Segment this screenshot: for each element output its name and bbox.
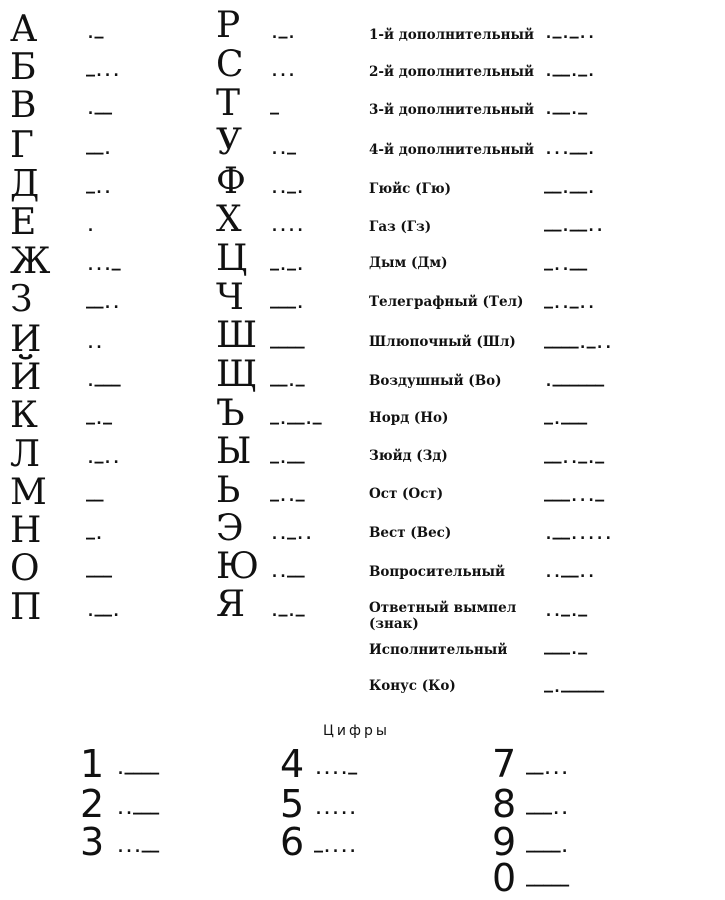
letter-sha: Ш (216, 315, 258, 356)
code-ya: ·—·— (270, 606, 305, 624)
code-pe: ·——· (86, 606, 121, 624)
letter-ge: Г (10, 125, 34, 166)
flag-label-3: 3-й дополнительный (369, 102, 535, 118)
letter-pe: П (10, 587, 42, 628)
flag-label-18: Конус (Ко) (369, 678, 456, 694)
code-hard-sign: —·——·— (270, 414, 322, 432)
flag-label-2: 2-й дополнительный (369, 64, 535, 80)
code-ge: ——· (86, 144, 112, 162)
flag-code-13: ———···— (544, 491, 604, 509)
flag-label-10: Воздушный (Во) (369, 373, 502, 389)
letter-ha: Х (216, 199, 242, 240)
letter-be: Б (10, 47, 37, 88)
code-soft-sign: —··— (270, 491, 305, 509)
flag-code-3: ·——·— (544, 104, 587, 122)
code-i-kratkoe: ·——— (86, 376, 121, 394)
flag-label-7: Дым (Дм) (369, 255, 448, 271)
code-el: ·—·· (86, 453, 121, 471)
digit-code-7: ——··· (526, 764, 569, 782)
letter-e-oborotnoe: Э (216, 508, 244, 549)
flag-code-4: ···——· (544, 144, 596, 162)
digit-1: 1 (80, 742, 105, 786)
code-che: ———· (270, 298, 305, 316)
code-yu: ··—— (270, 567, 305, 585)
digit-code-6: —···· (314, 842, 357, 860)
letter-ka: К (10, 395, 38, 436)
letter-es: С (216, 44, 244, 85)
letter-en: Н (10, 510, 42, 551)
digit-code-3: ···—— (116, 842, 159, 860)
flag-label-13: Ост (Ост) (369, 486, 444, 502)
code-en: —· (86, 529, 104, 547)
digit-2: 2 (80, 782, 105, 826)
digit-code-4: ····— (314, 764, 357, 782)
code-shcha: ——·— (270, 376, 305, 394)
letter-em: М (10, 472, 47, 513)
letter-hard-sign: Ъ (216, 393, 245, 434)
code-yery: —·—— (270, 453, 305, 471)
letter-ve: В (10, 85, 37, 126)
digit-code-0: ————— (526, 876, 569, 894)
code-ze: ——·· (86, 298, 121, 316)
digit-5: 5 (280, 782, 305, 826)
flag-label-6: Газ (Гз) (369, 219, 432, 235)
digit-code-8: ———·· (526, 804, 569, 822)
digit-0: 0 (492, 856, 517, 900)
flag-code-6: ——·——·· (544, 221, 604, 239)
flag-code-10: ·—————— (544, 376, 604, 394)
code-ef: ··—· (270, 183, 305, 201)
code-ha: ···· (270, 221, 305, 239)
flag-code-8: —··—·· (544, 298, 596, 316)
digit-4: 4 (280, 742, 305, 786)
letter-de: Д (10, 164, 40, 205)
code-er: ·—· (270, 28, 296, 46)
letter-i-kratkoe: Й (10, 357, 42, 398)
flag-code-12: ——··—·— (544, 453, 604, 471)
code-e-oborotnoe: ··—·· (270, 529, 313, 547)
letter-soft-sign: Ь (216, 470, 241, 511)
flag-label-8: Телеграфный (Тел) (369, 294, 524, 310)
digit-9: 9 (492, 820, 517, 864)
digit-code-9: ————· (526, 842, 569, 860)
flag-code-5: ——·——· (544, 183, 596, 201)
letter-te: Т (216, 83, 241, 124)
code-i: ·· (86, 338, 104, 356)
flag-label-1: 1-й дополнительный (369, 27, 535, 43)
flag-code-17: ———·— (544, 644, 587, 662)
digit-code-2: ··——— (116, 804, 159, 822)
flag-label-14: Вест (Вес) (369, 525, 452, 541)
flag-label-15: Вопросительный (369, 564, 506, 580)
flag-label-16: Ответный вымпел (знак) (369, 600, 517, 632)
flag-label-11: Норд (Но) (369, 410, 449, 426)
letter-o: О (10, 548, 40, 589)
code-zhe: ···— (86, 260, 121, 278)
letter-tse: Ц (216, 238, 248, 279)
letter-zhe: Ж (10, 241, 51, 282)
letter-ya: Я (216, 584, 246, 625)
letter-ef: Ф (216, 161, 246, 202)
letter-i: И (10, 319, 42, 360)
code-o: ——— (86, 567, 112, 585)
flag-code-11: —·——— (544, 414, 587, 432)
flag-label-9: Шлюпочный (Шл) (369, 334, 516, 350)
flag-code-1: ·—·—·· (544, 28, 596, 46)
letter-er: Р (216, 5, 241, 46)
digit-code-5: ····· (314, 804, 357, 822)
letter-a: А (10, 9, 38, 50)
flag-code-16: ··—·— (544, 606, 587, 624)
code-es: ··· (270, 66, 296, 84)
letter-el: Л (10, 434, 41, 475)
flag-label-12: Зюйд (Зд) (369, 448, 448, 464)
flag-code-7: —··—— (544, 260, 587, 278)
digit-3: 3 (80, 820, 105, 864)
flag-label-17: Исполнительный (369, 642, 508, 658)
digit-code-1: ·———— (116, 764, 159, 782)
code-sha: ———— (270, 338, 305, 356)
flag-code-2: ·——·—· (544, 66, 596, 84)
flag-label-4: 4-й дополнительный (369, 142, 535, 158)
code-ka: —·— (86, 414, 112, 432)
flag-label-5: Гюйс (Гю) (369, 181, 452, 197)
letter-ze: З (10, 279, 33, 320)
flag-code-18: —·————— (544, 682, 604, 700)
flag-code-9: ————·—·· (544, 338, 613, 356)
code-a: ·— (86, 28, 104, 46)
code-be: —··· (86, 66, 121, 84)
flag-code-14: ·——····· (544, 529, 613, 547)
digit-8: 8 (492, 782, 517, 826)
letter-che: Ч (216, 277, 244, 318)
digits-title: Цифры (323, 723, 390, 739)
letter-shcha: Щ (216, 354, 258, 395)
code-ye: · (86, 221, 95, 239)
code-tse: —·—· (270, 260, 305, 278)
flag-code-15: ··——·· (544, 567, 596, 585)
digit-6: 6 (280, 820, 305, 864)
letter-ye: Е (10, 202, 37, 243)
code-u: ··— (270, 144, 296, 162)
code-te: — (270, 104, 279, 122)
code-em: —— (86, 491, 104, 509)
letter-yu: Ю (216, 546, 259, 587)
code-de: —·· (86, 183, 112, 201)
code-ve: ·—— (86, 104, 112, 122)
letter-u: У (216, 122, 243, 163)
letter-yery: Ы (216, 431, 252, 472)
digit-7: 7 (492, 742, 517, 786)
